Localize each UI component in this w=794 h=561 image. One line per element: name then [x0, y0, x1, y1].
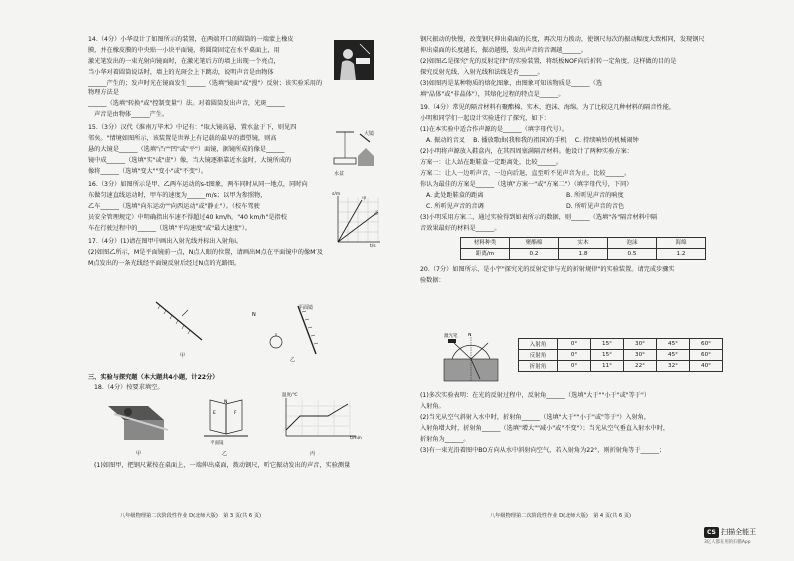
scanner-tagline: 3亿人都在用的扫描App — [704, 540, 751, 545]
footer-right: 八年级物理第二次阶段性作业 D(北师大版) 第 4 页(共 6 页) — [490, 513, 632, 519]
q14-figure — [334, 40, 374, 80]
q18-cont-line: (3)如图丙是某种物质的熔化图象，由图象可知该物质是______（选 — [420, 79, 603, 87]
q20-line: 折射角为______。 — [420, 435, 470, 443]
svg-text:N: N — [468, 333, 472, 338]
option-a: A. 此处距鞋盒的距离 — [426, 191, 484, 199]
svg-text:N: N — [252, 312, 256, 318]
table-cell: 45° — [657, 350, 690, 361]
q18-part1: (1)如图甲，把钢尺紧按在桌面上，一端伸出桌面，拨动钢尺，听它振动发出的声音，实验测量 — [94, 462, 351, 469]
table-header: 材料种类 — [461, 237, 510, 248]
q15-line: 镜中成______（选填"实"或"虚"）像，当大镜逐渐靠近水盆时，大镜所成的 — [88, 156, 292, 164]
svg-text:F: F — [234, 411, 237, 416]
q16-line: 车在行驶过程中的______（选填"平均速度"或"最大速度"）。 — [88, 224, 251, 232]
scanner-logo — [704, 527, 757, 545]
q20-line: 验数据： — [420, 276, 445, 284]
table-cell: 1.2 — [657, 248, 706, 259]
table-cell: 15° — [591, 350, 624, 361]
q18-fig-jia — [104, 396, 170, 446]
question-20 — [420, 266, 720, 286]
q14-line: 14.（4分）小华设计了如图所示的装置，在两端开口的圆筒的一端蒙上橡皮 — [88, 36, 294, 43]
table-header: 入射角 — [519, 339, 558, 350]
question-14 — [88, 36, 328, 120]
q17-fig-yi — [240, 300, 330, 360]
option-d: D. 所听见声音的音色 — [566, 202, 625, 210]
table-row — [519, 361, 723, 372]
q18-cont-line: 钢尺振动的快慢，改变钢尺伸出桌面的长度，再次用力拨动，使钢尺每次的振动幅度大致相同，发现钢尺 — [420, 36, 705, 43]
q20-line: 20.（7分）如图所示，是小宇"探究光的反射定律与光的折射规律"的实验装置。请完成步骤实 — [420, 265, 675, 273]
table-cell: 0.5 — [608, 248, 657, 259]
q16-line: 员安全管理规定）中明确指出车速不得超过40 km/h，"40 km/h"是指校 — [88, 213, 287, 221]
q19-line: 19.（4分）常见的隔音材料有聚酯棉、实木、泡沫、海绵。为了比较这几种材料的隔音性能， — [420, 103, 676, 111]
q16-line-yi: 乙 — [374, 211, 379, 216]
table-cell: 30° — [624, 339, 657, 350]
q14-line: 激光笔发出的一束光射向镜面时，在激光笔后方的墙上出现一个亮点， — [88, 57, 280, 65]
q20-figure — [440, 333, 502, 387]
q17-label-jia: 甲 — [180, 353, 186, 359]
q16-st-graph — [330, 192, 382, 250]
q18-temp-axis: 温度/℃ — [282, 393, 298, 398]
footer-left: 八年级物理第二次阶段性作业 D(北师大版) 第 3 页(共 6 页) — [120, 513, 262, 519]
table-cell: 32° — [657, 361, 690, 372]
q14-line: ______产生的；发声时光在镜面发生______（选填"镜面"或"漫"）反射；该实验采用的物理方法是 — [88, 79, 323, 96]
q18-label-yi: 乙 — [222, 451, 228, 457]
q18-fig-bing — [270, 396, 360, 448]
table-header: 泡沫 — [608, 237, 657, 248]
cs-logo-icon: CS — [704, 527, 719, 538]
table-cell: 0° — [558, 361, 591, 372]
question-19 — [420, 104, 720, 260]
table-cell: 0° — [558, 339, 591, 350]
laser-label: 激光笔 — [444, 334, 458, 339]
q14-line: ______（选填"转换"或"控制变量"）法。对着圆筒发出声音，光斑______ — [88, 99, 286, 107]
table-row — [519, 339, 723, 350]
table-cell: 15° — [591, 339, 624, 350]
table-cell: 30° — [624, 350, 657, 361]
svg-text:E: E — [213, 411, 216, 416]
q19-options — [420, 137, 720, 146]
q19-options2 — [420, 192, 720, 201]
q20-table — [518, 338, 723, 372]
q16-line: 16.（3分）如图所示是甲、乙两车运动的s-t图象，两车同时从同一地点，同时向 — [88, 180, 308, 188]
table-cell: 45° — [657, 339, 690, 350]
table-cell: 40° — [690, 361, 723, 372]
q16-line: 东做匀速直线运动时，甲车的速度为______m/s；以甲为参照物， — [88, 191, 267, 199]
table-cell: 60° — [690, 350, 723, 361]
q17-label-yi: 乙 — [290, 357, 296, 363]
option-c: C. 所听见声音的音调 — [426, 202, 484, 210]
table-cell: 0.2 — [510, 248, 559, 259]
q19-options3 — [420, 203, 720, 212]
q16-line: 乙车______（选填"向东运动""向西运动"或"静止"）。（校车驾驶 — [88, 202, 260, 210]
table-header: 聚酯棉 — [510, 237, 559, 248]
q18-fig-yi — [200, 394, 252, 446]
q19-line: 你认为最佳的方案是______（选填"方案一"或"方案二"）（填字母代号，下同） — [420, 180, 633, 188]
q16-line-jia: 甲 — [362, 197, 367, 202]
table-header: 实木 — [559, 237, 608, 248]
q18-cont-line: 伸出桌面的长度越长，振动越慢，发出声音的音调越______。 — [420, 46, 588, 54]
q17-line: M点发出的一条光线经平面镜反射后经过N点的光路图。 — [88, 259, 241, 267]
scanner-name: 扫描全能王 — [721, 528, 757, 536]
q19-line: 音效果最好的材料是______。 — [420, 224, 501, 232]
table-cell: 60° — [690, 339, 723, 350]
q15-line: 邻矣。"情境如图所示，该装置是世界上有记载的最早的潜望镜，则高 — [88, 134, 277, 142]
table-cell: 0° — [558, 350, 591, 361]
table-cell: 1.8 — [559, 248, 608, 259]
q19-plan-a: 方案一：让人站在距鞋盒一定距离处，比较______。 — [420, 158, 563, 166]
table-cell: 距离/m — [461, 248, 510, 259]
table-header: 折射角 — [519, 361, 558, 372]
q19-line: (1)在本实验中适合作声源的是______（填字母代号）。 — [420, 125, 568, 133]
q15-line: 15.（3分）汉代《淮南万毕术》中记有："取大镜高悬，置水盆于下，则见四 — [88, 123, 297, 131]
question-15 — [88, 124, 328, 177]
q18-intro: 18.（4分）按要求填空。 — [94, 384, 164, 391]
q20-line: (1)多次实验表明：在光的反射过程中，反射角______（选填"大于""小于"或"等于"） — [420, 392, 651, 399]
right-column-q20 — [420, 392, 720, 458]
table-header: 反射角 — [519, 350, 558, 361]
q14-line: 膜，并在橡皮膜的中央贴一小块平面镜，将圆筒固定在水平桌面上，用 — [88, 46, 280, 54]
q18-cont-line: 探究反射光线、入射光线和法线是否______。 — [420, 68, 544, 76]
q14-line: 声音是由物体______产生。 — [94, 110, 169, 118]
q18-mirror-label: 平面镜 — [210, 441, 224, 446]
q17-line: (2)如图乙所示，M是平面镜前一点，N点人眼的位置，请画出M点在平面镜中的像M′及 — [88, 248, 323, 256]
option-c: C. 持续响铃的机械闹钟 — [574, 136, 639, 144]
q15-line: 像将______（选填"变大""变小"或"不变"）。 — [88, 167, 208, 175]
option-b: B. 播放歌曲(我和我的祖国)的手机 — [473, 136, 567, 144]
q20-line: 入射角。 — [420, 402, 445, 410]
q20-line: (3)有一束光沿着图中BO方向从水中斜射向空气，若入射角为22°，则折射角等于______； — [420, 446, 666, 454]
q17-line: 17.（4分）(1)请在图甲中画出入射光线并标出入射角i。 — [88, 237, 243, 245]
q18-label-bing: 丙 — [310, 451, 316, 457]
option-a: A. 振动的音叉 — [426, 136, 465, 144]
q17-mirror-label: 平面镜 — [298, 305, 314, 311]
option-b: B. 所听见声音的响度 — [566, 191, 624, 199]
q16-axis-y: s/m — [332, 192, 341, 197]
q16-axis-x: t/s — [370, 244, 376, 249]
q19-line: (2)小明将声源放入鞋盒内，在其四周塞满隔音材料。他设计了两种实验方案： — [420, 147, 633, 155]
q20-line: 入射角增大时，折射角______（选填"增大""减小"或"不变"）；当光从空气垂直入射水中时， — [420, 424, 670, 432]
section-3-title: 三、实验与探究题（本大题共4小题，计22分） — [88, 374, 219, 381]
q14-line: 当小华对着圆筒说话时，墙上的光斑会上下跳动，说明声音是由物体 — [88, 68, 274, 76]
q19-table — [460, 237, 706, 260]
svg-text:N: N — [224, 400, 228, 405]
q18-cont-line: (2)如图乙是探究"光的反射定律"的实验装置，将纸板NOF向后折转一定角度，这样做的目的是 — [420, 57, 677, 65]
table-row — [461, 248, 706, 259]
q15-line: 悬的大镜是______（选填"凸""凹"或"平"）面镜，据镜所成的像是______ — [88, 145, 285, 153]
mirror-label: 大镜 — [364, 131, 375, 137]
table-cell: 11° — [591, 361, 624, 372]
q20-line: (2)当光从空气斜射入水中时，折射角______（选填"大于""小于"或"等于"）入射角， — [420, 413, 651, 421]
question-16 — [88, 181, 328, 234]
q19-plan-b: 方案二：让人一边听声音，一边向后退，直至听不见声音为止，比较______。 — [420, 169, 631, 177]
q18-cont-line: 填"晶体"或"非晶体"），其熔化过程的特点是______。 — [420, 90, 565, 98]
q18-label-jia: 甲 — [136, 451, 142, 457]
table-cell: 22° — [624, 361, 657, 372]
q19-line: (3)小明采用方案二，通过实验得到如表所示的数据，则______（选填"各"隔音材料中隔 — [420, 213, 658, 221]
table-row — [519, 350, 723, 361]
table-header: 海绵 — [657, 237, 706, 248]
right-column — [420, 36, 720, 288]
q19-line: 小明和同学们一起设计实验进行了探究，如下： — [420, 114, 550, 122]
table-row — [461, 237, 706, 248]
q17-fig-jia — [150, 296, 210, 346]
basin-label: 水盆 — [334, 171, 345, 177]
q18-time-axis: t/min — [350, 436, 362, 441]
